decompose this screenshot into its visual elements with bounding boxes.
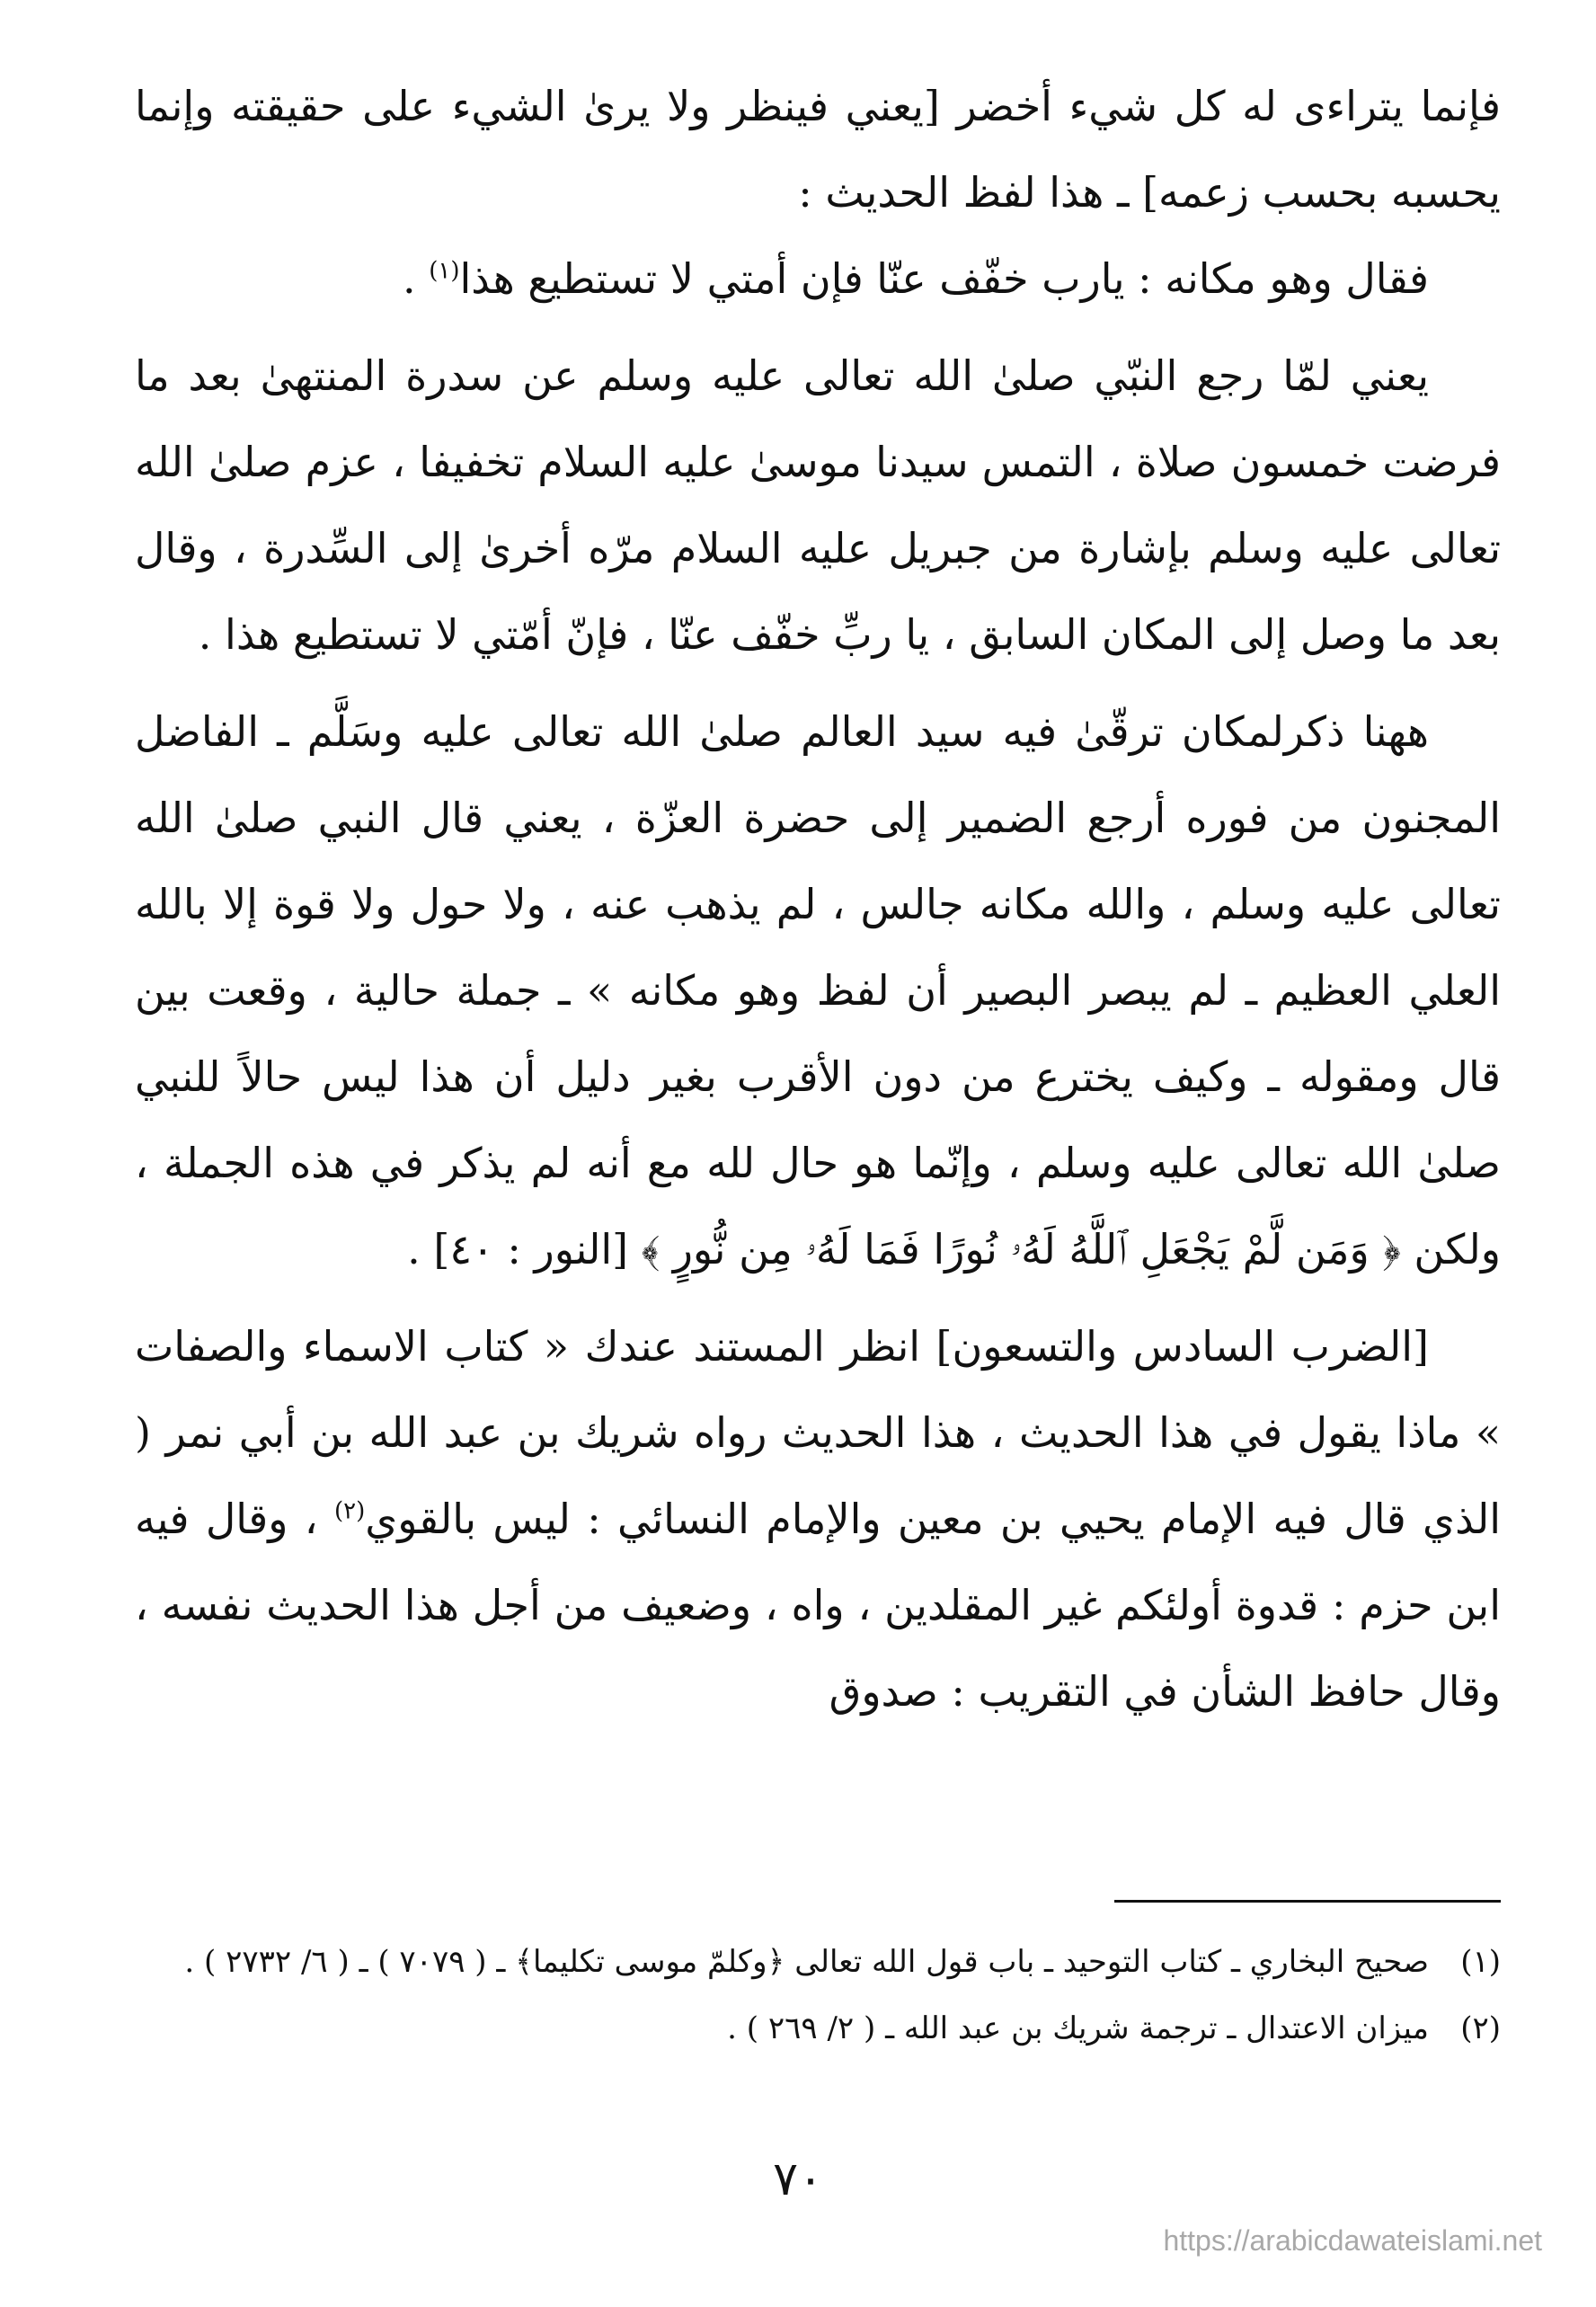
- paragraph-3: [135, 333, 1501, 678]
- footnote-separator: [1114, 1900, 1501, 1903]
- footnote-2-number: (٢): [1460, 2010, 1501, 2046]
- footnote-marker-1[interactable]: (١): [429, 257, 460, 285]
- paragraph-3-text: يعني لمّا رجع النبّي صلىٰ الله تعالى عليه وسلم عن سدرة المنتهىٰ بعد ما فرضت خمسون صلاة ، التمس سيدنا موسىٰ عليه السلام تخفيفا ، عزم صلىٰ الله تعالى عليه وسلم بإشارة من جبريل عليه السلام مرّه أخرىٰ إلى السِّدرة ، وقال بعد ما وصل إلى المكان السابق ، يا ربِّ خفّف عنّا ، فإنّ أمّتي لا تستطيع هذا .: [135, 351, 1501, 659]
- footnote-1: [135, 1932, 1501, 1992]
- paragraph-5: [135, 1303, 1501, 1735]
- paragraph-1-text: فإنما يتراءى له كل شيء أخضر [يعني فينظر ولا يرىٰ الشيء على حقيقته وإنما يحسبه بحسب زعمه] ـ هذا لفظ الحديث :: [135, 82, 1501, 217]
- paragraph-5-tail: ، وقال فيه ابن حزم : قدوة أولئكم غير المقلدين ، واه ، وضعيف من أجل هذا الحديث نفسه ، وقال حافظ الشأن في التقريب : صدوق: [135, 1495, 1501, 1716]
- paragraph-4: [135, 688, 1501, 1292]
- main-text: [135, 63, 1501, 1735]
- footnote-2-text: ميزان الاعتدال ـ ترجمة شريك بن عبد الله ـ ( ٢/ ٢٦٩ ) .: [727, 2010, 1429, 2046]
- footnotes: [135, 1932, 1501, 2065]
- paragraph-2-tail: .: [403, 254, 430, 303]
- paragraph-1: [135, 63, 1501, 235]
- footnote-2: [135, 1999, 1501, 2058]
- footnote-marker-2[interactable]: (٢): [333, 1497, 366, 1525]
- watermark-url: https://arabicdawateislami.net: [1163, 2224, 1542, 2257]
- footnote-1-text: صحيح البخاري ـ كتاب التوحيد ـ باب قول الله تعالى ﴿وكلمّ موسى تكليما﴾ ـ ( ٧٠٧٩ ) ـ ( ٦/ ٢٧٣٢ ) .: [184, 1944, 1429, 1980]
- paragraph-4-text: ههنا ذكرلمكان ترقّىٰ فيه سيد العالم صلىٰ الله تعالى عليه وسَلَّم ـ الفاضل المجنون من فوره أرجع الضمير إلى حضرة العزّة ، يعني قال النبي صلىٰ الله تعالى عليه وسلم ، والله مكانه جالس ، لم يذهب عنه ، ولا حول ولا قوة إلا بالله العلي العظيم ـ لم يبصر البصير أن لفظ وهو مكانه » ـ جملة حالية ، وقعت بين قال ومقوله ـ وكيف يخترع من دون الأقرب بغير دليل أن هذا ليس حالاً للنبي صلىٰ الله تعالى عليه وسلم ، وإنّما هو حال لله مع أنه لم يذكر في هذه الجملة ، ولكن ﴿ وَمَن لَّمْ يَجْعَلِ ٱللَّهُ لَهُۥ نُورًا فَمَا لَهُۥ مِن نُّورٍ ﴾ [النور : ٤٠] .: [135, 707, 1501, 1273]
- paragraph-2: [135, 235, 1501, 322]
- paragraph-5-text: [الضرب السادس والتسعون] انظر المستند عندك « كتاب الاسماء والصفات » ماذا يقول في هذا الحديث ، هذا الحديث رواه شريك بن عبد الله بن أبي نمر ( الذي قال فيه الإمام يحيي بن معين والإمام النسائي : ليس بالقوي: [135, 1322, 1502, 1543]
- page-number: ٧٠: [773, 2152, 823, 2206]
- footnote-1-number: (١): [1460, 1944, 1501, 1980]
- paragraph-2-text: فقال وهو مكانه : يارب خفّف عنّا فإن أمتي لا تستطيع هذا: [459, 254, 1429, 303]
